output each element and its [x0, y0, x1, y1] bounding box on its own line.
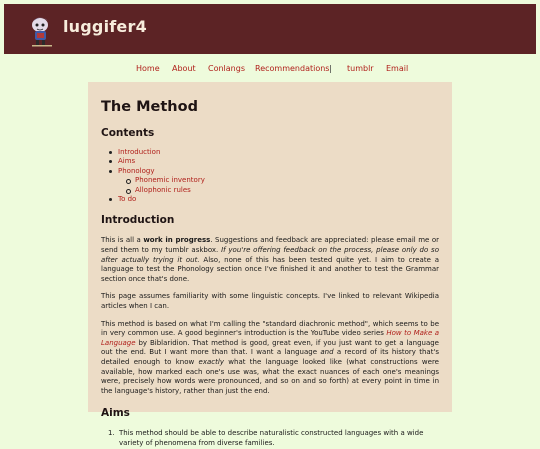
- toc-link-phonemic-inventory[interactable]: Phonemic inventory: [135, 176, 205, 185]
- text-span: . Suggestions and feedback are appreciated: please email me or send them to my tumblr askbox.: [101, 236, 439, 255]
- contents-heading: Contents: [101, 127, 155, 139]
- top-nav: [0, 62, 540, 76]
- intro-paragraph-3: [101, 320, 439, 397]
- list-item: [101, 429, 439, 448]
- toc-item: [101, 157, 439, 166]
- aims-heading: Aims: [101, 407, 130, 420]
- italic-text: and: [320, 348, 334, 357]
- toc-item: [101, 148, 439, 157]
- site-title[interactable]: luggifer4: [63, 17, 147, 36]
- toc-link-aims[interactable]: Aims: [118, 157, 136, 166]
- toc-link-allophonic-rules[interactable]: Allophonic rules: [135, 185, 191, 194]
- page-title: The Method: [101, 99, 198, 115]
- nav-recommendations[interactable]: Recommendations: [255, 64, 330, 73]
- italic-text: exactly: [198, 357, 224, 366]
- text-span: Also, none of this has been tested quite yet. I aim to create a language to test the Phonology section once I've finished it and another to test the Grammar section once that's done.: [101, 255, 439, 283]
- toc-link-to-do[interactable]: To do: [118, 195, 137, 204]
- text-span: by Biblaridion. That method is good, great even, if you just want to get a language out the end. But I want more than that. I want a language: [101, 338, 439, 357]
- list-text: This method should be able to describe naturalistic constructed languages with a wide variety of phenomena from diverse families.: [119, 429, 424, 447]
- toc-item: [101, 167, 439, 176]
- intro-paragraph-2: This page assumes familiarity with some linguistic concepts. I've linked to relevant Wikipedia articles when I can.: [101, 292, 439, 310]
- nav-conlangs[interactable]: Conlangs: [208, 64, 245, 73]
- nav-tumblr[interactable]: tumblr: [347, 64, 374, 73]
- nav-separator: |: [329, 64, 332, 73]
- site-header: [4, 4, 536, 54]
- table-of-contents: [101, 148, 439, 204]
- nav-about[interactable]: About: [172, 64, 196, 73]
- italic-text: If you're offering feedback on the process, please only do so after actually trying it out.: [101, 246, 439, 264]
- nav-home[interactable]: Home: [136, 64, 160, 73]
- toc-link-phonology[interactable]: Phonology: [118, 166, 155, 175]
- toc-item: [101, 195, 439, 204]
- video-series-link[interactable]: How to Make a Language: [101, 329, 439, 347]
- text-span: a record of its history that's detailed enough to know: [101, 348, 440, 366]
- text-span: what the language looked like (what constructions were available, how marked each one's use was, what the exact nuances of each one's meanings were, precisely how words were pronounced, and so on and so forth) at every point in time in the language's history, rather than just the end.: [101, 357, 439, 395]
- introduction-heading: Introduction: [101, 214, 175, 227]
- toc-subitem: [101, 186, 439, 195]
- toc-subitem: [101, 176, 439, 185]
- text-span: This is all a: [101, 236, 144, 245]
- intro-paragraph-1: [101, 236, 439, 284]
- article-panel: [88, 82, 452, 447]
- aims-list: [101, 429, 439, 448]
- toc-link-introduction[interactable]: Introduction: [118, 148, 161, 156]
- nav-email[interactable]: Email: [386, 64, 409, 73]
- bold-text: work in progress: [143, 236, 211, 245]
- cartoon-character-icon[interactable]: [29, 15, 57, 49]
- list-number: 1.: [108, 429, 115, 438]
- text-span: This method is based on what I'm calling the "standard diachronic method", which seems to be in very common use. A good beginner's introduction is the YouTube video series: [101, 319, 439, 338]
